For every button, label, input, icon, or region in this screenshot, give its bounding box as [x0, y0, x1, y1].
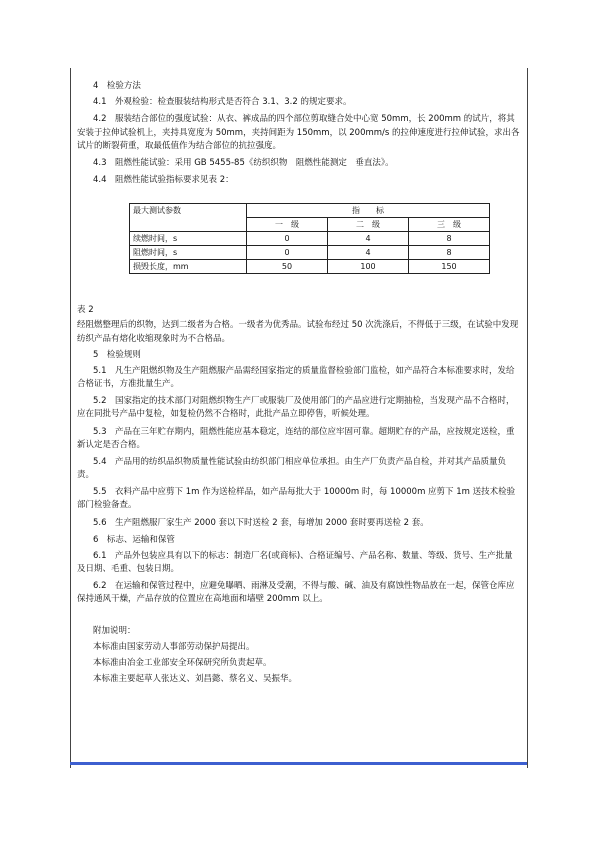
- clause-5-3: 5.3 产品在三年贮存期内，阻燃性能应基本稳定，连结的部位应牢固可靠。超期贮存的产品，应按规定送检，重新认定是否合格。: [77, 426, 515, 450]
- table-param-header: 最大测试参数: [130, 204, 247, 218]
- clause-4-4: 4.4 阻燃性能试验指标要求见表 2：: [93, 175, 234, 186]
- appendix-line: 本标准主要起草人张达义、刘昌懿、蔡名义、吴振华。: [93, 674, 298, 685]
- appendix-title: 附加说明：: [93, 625, 136, 636]
- flame-retardant-table: [129, 203, 490, 274]
- row-label: 阻燃时间，s: [130, 246, 247, 260]
- clause-5-4: 5.4 产品用的纺织品织物质量性能试验由纺织部门相应单位承担。由生产厂负责产品自检，并对其产品质量负责。: [77, 456, 507, 481]
- table-note: 经阻燃整理后的织物，达到二级者为合格。一级者为优秀品。试验布经过 50 次洗涤后，不得低于三级，在试验中发现纺织产品有熔化收缩现象时为不合格品。: [77, 320, 519, 344]
- page-frame: [70, 68, 528, 768]
- section-5-title: 5 检验规则: [93, 349, 141, 360]
- table-caption: 表 2: [77, 305, 94, 316]
- row-value: 150: [409, 260, 490, 274]
- table-level-2: 二 级: [328, 218, 409, 232]
- clause-5-2: 5.2 国家指定的技术部门对阻燃织物生产厂或服装厂及使用部门的产品应进行定期抽检，当发现产品不合格时，应在同批号产品中复检，如复检仍然不合格时，此批产品立即停售，听候处理。: [77, 396, 515, 420]
- clause-4-3: 4.3 阻燃性能试验：采用 GB 5455-85《纺织织物 阻燃性能测定 垂直法》。: [93, 157, 394, 168]
- table-row: [130, 260, 490, 274]
- row-value: 8: [409, 232, 490, 246]
- clause-5-6: 5.6 生产阻燃服厂家生产 2000 套以下时送检 2 套，每增加 2000 套时要再送检 2 套。: [93, 517, 429, 528]
- row-value: 0: [247, 232, 328, 246]
- table-param-header-cont: [130, 218, 247, 232]
- clause-5-5: 5.5 衣料产品中应剪下 1m 作为送检样品，如产品每批大于 10000m 时，每 10000m 应剪下 1m 送技术检验部门检验备查。: [77, 487, 516, 511]
- table-index-header: 指 标: [247, 204, 490, 218]
- clause-6-1: 6.1 产品外包装应具有以下的标志：制造厂名(或商标)、合格证编号、产品名称、数量、等级、货号、生产批量及日期、毛重、包装日期。: [77, 550, 513, 575]
- appendix-line: 本标准由冶金工业部安全环保研究所负责起草。: [93, 657, 272, 668]
- section-4-title: 4 检验方法: [93, 81, 141, 91]
- table-level-3: 三 级: [409, 218, 490, 232]
- row-value: 0: [247, 246, 328, 260]
- row-value: 4: [328, 246, 409, 260]
- clause-6-2: 6.2 在运输和保管过程中，应避免曝晒、雨淋及受潮，不得与酸、碱、油及有腐蚀性物品放在一起，保管仓库应保持通风干燥，产品存放的位置应在高地面和墙壁 200mm 以上。: [77, 581, 515, 605]
- section-6-title: 6 标志、运输和保管: [93, 534, 175, 545]
- table-level-1: 一 级: [247, 218, 328, 232]
- clause-4-2: 4.2 服装结合部位的强度试验：从衣、裤成品的四个部位剪取缝合处中心宽 50mm，长 200mm 的试片，将其安装于拉伸试验机上，夹持具宽度为 50mm，夹持间距为 150mm，以 200mm/s 的拉伸速度进行拉伸试验，求出各试片的断裂荷重，取最低值作为结合部位的抗拉强度。: [77, 114, 520, 151]
- row-value: 4: [328, 232, 409, 246]
- bottom-rule: [70, 762, 527, 765]
- document-body: [77, 78, 521, 689]
- clause-5-1: 5.1 凡生产阻燃织物及生产阻燃服产品需经国家指定的质量监督检验部门监检，如产品符合本标准要求时，发给合格证书，方准批量生产。: [77, 365, 515, 390]
- row-label: 损毁长度，mm: [130, 260, 247, 274]
- row-value: 8: [409, 246, 490, 260]
- row-value: 100: [328, 260, 409, 274]
- row-value: 50: [247, 260, 328, 274]
- appendix-line: 本标准由国家劳动人事部劳动保护局提出。: [93, 641, 255, 652]
- table-row: [130, 232, 490, 246]
- row-label: 续燃时间，s: [130, 232, 247, 246]
- table-row: [130, 246, 490, 260]
- clause-4-1: 4.1 外观检验：检查服装结构形式是否符合 3.1、3.2 的规定要求。: [93, 97, 352, 108]
